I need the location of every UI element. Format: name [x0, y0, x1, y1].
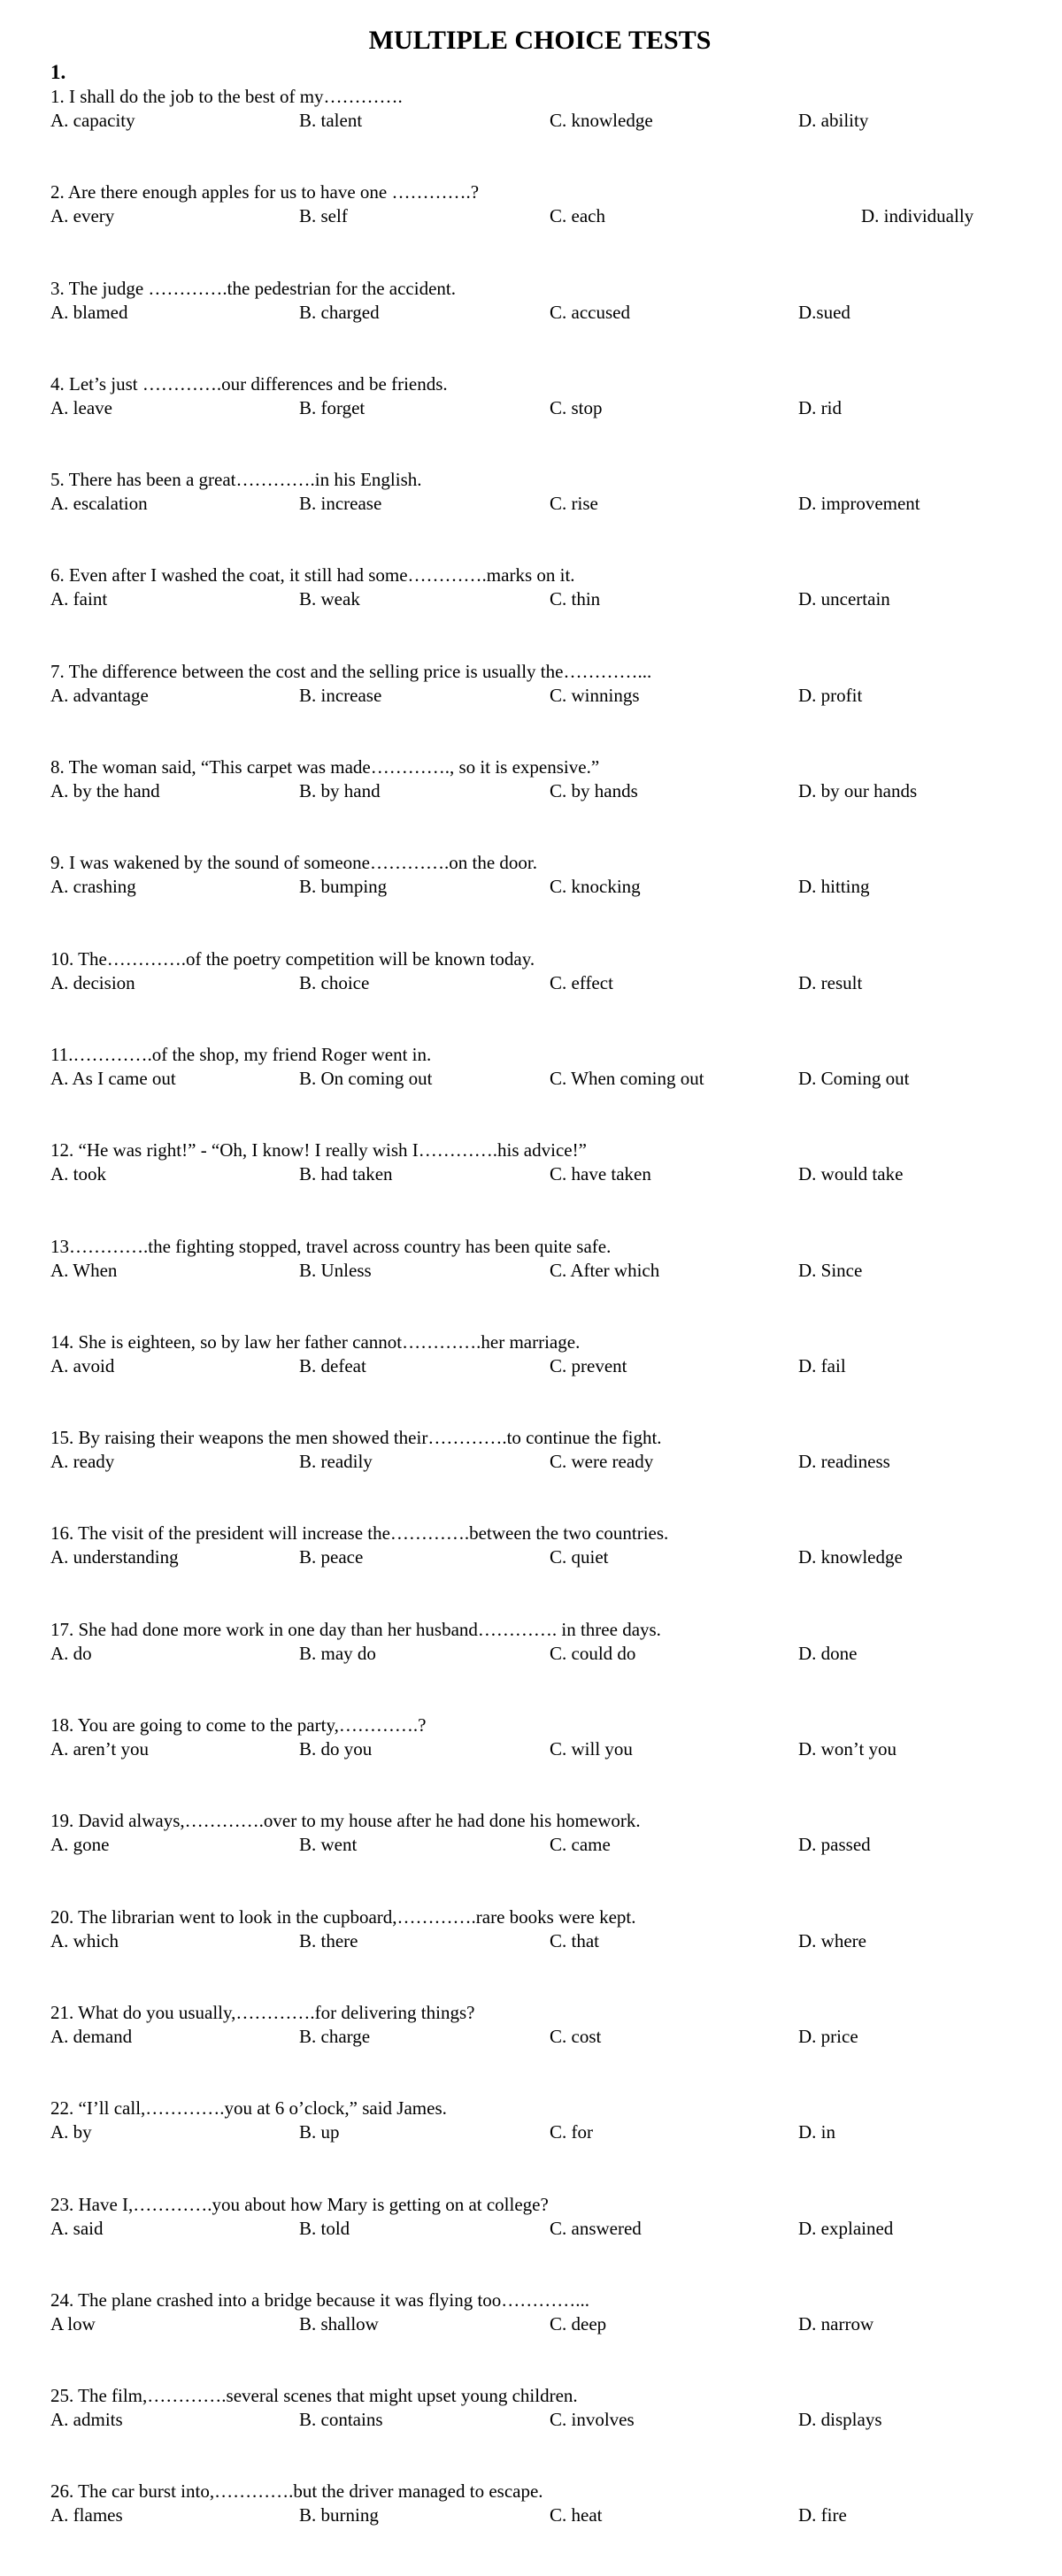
option-a: A. avoid — [50, 1354, 115, 1376]
option-b: B. up — [299, 2121, 340, 2143]
option-c: C. that — [550, 1929, 599, 1951]
option-d: D. Since — [798, 1259, 863, 1281]
option-d: D. explained — [798, 2217, 894, 2239]
option-a: A. When — [50, 1259, 118, 1281]
question-item — [50, 85, 1042, 180]
question-stem: 11.………….of the shop, my friend Roger went in. — [50, 1043, 432, 1065]
answer-options — [50, 204, 1042, 228]
answer-options — [50, 2408, 1042, 2432]
question-stem: 7. The difference between the cost and the selling price is usually the…………... — [50, 660, 652, 682]
option-d: D. knowledge — [798, 1546, 903, 1568]
answer-options — [50, 2312, 1042, 2336]
option-b: B. increase — [299, 684, 382, 706]
option-a: A. took — [50, 1163, 106, 1185]
option-c: C. When coming out — [550, 1067, 704, 1089]
option-d: D. price — [798, 2025, 858, 2047]
question-stem: 4. Let’s just ………….our differences and be friends. — [50, 372, 448, 395]
option-b: B. readily — [299, 1451, 373, 1473]
option-b: B. defeat — [299, 1354, 366, 1376]
option-b: B. charge — [299, 2025, 371, 2047]
option-b: B. contains — [299, 2409, 383, 2431]
option-b: B. had taken — [299, 1163, 393, 1185]
option-d: D. readiness — [798, 1451, 890, 1473]
option-b: B. On coming out — [299, 1067, 433, 1089]
option-b: B. weak — [299, 588, 360, 610]
answer-options — [50, 684, 1042, 708]
option-c: C. knocking — [550, 876, 641, 898]
answer-options — [50, 1833, 1042, 1857]
question-stem: 15. By raising their weapons the men showed their………….to continue the fight. — [50, 1427, 662, 1449]
question-item — [50, 1235, 1042, 1330]
answer-options — [50, 1162, 1042, 1186]
option-d: D. fire — [798, 2504, 847, 2526]
question-item — [50, 277, 1042, 372]
answer-options — [50, 1354, 1042, 1378]
option-d: D. profit — [798, 684, 863, 706]
option-b: B. Unless — [299, 1259, 372, 1281]
option-d: D. ability — [798, 110, 869, 131]
option-c: C. stop — [550, 396, 603, 418]
option-c: C. accused — [550, 301, 630, 323]
option-c: C. each — [550, 205, 605, 227]
answer-options — [50, 2120, 1042, 2144]
answer-options — [50, 1642, 1042, 1666]
option-a: A. capacity — [50, 110, 135, 131]
question-item — [50, 1426, 1042, 1522]
option-d: D. displays — [798, 2409, 882, 2431]
section-number: 1. — [50, 61, 66, 83]
option-c: C. came — [550, 1834, 611, 1856]
option-d: D. rid — [798, 396, 842, 418]
option-c: C. involves — [550, 2409, 635, 2431]
option-b: B. peace — [299, 1546, 364, 1568]
answer-options — [50, 971, 1042, 995]
question-list — [50, 85, 1042, 2576]
question-stem: 12. “He was right!” - “Oh, I know! I really wish I………….his advice!” — [50, 1139, 587, 1162]
option-a: A. by the hand — [50, 780, 160, 802]
option-c: C. by hands — [550, 780, 638, 802]
question-item — [50, 1138, 1042, 1234]
option-c: C. were ready — [550, 1451, 654, 1473]
option-a: A. do — [50, 1642, 92, 1664]
question-item — [50, 468, 1042, 564]
question-item — [50, 1330, 1042, 1426]
option-c: C. heat — [550, 2504, 603, 2526]
question-stem: 10. The………….of the poetry competition will be known today. — [50, 947, 535, 970]
option-c: C. effect — [550, 971, 613, 993]
option-c: C. will you — [550, 1738, 633, 1760]
option-a: A. demand — [50, 2025, 133, 2047]
option-b: B. do you — [299, 1738, 373, 1760]
option-a: A. advantage — [50, 684, 149, 706]
option-d: D. done — [798, 1642, 858, 1664]
option-a: A. escalation — [50, 493, 148, 515]
question-stem: 14. She is eighteen, so by law her father cannot………….her marriage. — [50, 1330, 581, 1353]
option-b: B. self — [299, 205, 348, 227]
option-d: D.sued — [798, 301, 850, 323]
answer-options — [50, 109, 1042, 133]
option-c: C. could do — [550, 1642, 636, 1664]
question-item — [50, 660, 1042, 755]
answer-options — [50, 492, 1042, 516]
question-stem: 16. The visit of the president will increase the………….between the two countries. — [50, 1522, 669, 1545]
option-b: B. shallow — [299, 2312, 379, 2334]
answer-options — [50, 2503, 1042, 2527]
question-stem: 6. Even after I washed the coat, it still had some………….marks on it. — [50, 564, 575, 586]
question-item — [50, 1714, 1042, 1809]
option-b: B. burning — [299, 2504, 379, 2526]
option-b: B. may do — [299, 1642, 376, 1664]
option-a: A. said — [50, 2217, 104, 2239]
option-d: D. individually — [861, 205, 974, 227]
question-item — [50, 1809, 1042, 1905]
option-b: B. forget — [299, 396, 366, 418]
question-item — [50, 2288, 1042, 2384]
question-stem: 3. The judge ………….the pedestrian for the accident. — [50, 277, 456, 299]
page-title: MULTIPLE CHOICE TESTS — [368, 26, 712, 55]
question-item — [50, 1043, 1042, 1138]
question-stem: 24. The plane crashed into a bridge because it was flying too…………... — [50, 2288, 590, 2311]
option-d: D. in — [798, 2121, 835, 2143]
question-stem: 5. There has been a great………….in his English. — [50, 469, 422, 491]
option-a: A. gone — [50, 1834, 110, 1856]
option-a: A. faint — [50, 588, 108, 610]
question-stem: 17. She had done more work in one day than her husband…………. in three days. — [50, 1618, 661, 1640]
question-stem: 8. The woman said, “This carpet was made…………., so it is expensive.” — [50, 756, 600, 778]
question-item — [50, 1905, 1042, 2001]
question-stem: 23. Have I,………….you about how Mary is getting on at college? — [50, 2193, 549, 2215]
option-b: B. told — [299, 2217, 350, 2239]
option-a: A. every — [50, 205, 115, 227]
option-c: C. After which — [550, 1259, 660, 1281]
option-c: C. for — [550, 2121, 593, 2143]
option-d: D. narrow — [798, 2312, 874, 2334]
option-c: C. thin — [550, 588, 601, 610]
option-a: A low — [50, 2312, 96, 2334]
question-item — [50, 564, 1042, 659]
option-a: A. As I came out — [50, 1067, 176, 1089]
option-c: C. deep — [550, 2312, 607, 2334]
answer-options — [50, 1737, 1042, 1761]
question-stem: 20. The librarian went to look in the cupboard,………….rare books were kept. — [50, 1905, 636, 1928]
option-d: D. hitting — [798, 876, 870, 898]
question-stem: 18. You are going to come to the party,………….? — [50, 1714, 427, 1736]
option-d: D. would take — [798, 1163, 904, 1185]
question-stem: 19. David always,………….over to my house after he had done his homework. — [50, 1810, 641, 1832]
option-d: D. fail — [798, 1354, 846, 1376]
option-b: B. talent — [299, 110, 363, 131]
option-b: B. increase — [299, 493, 382, 515]
answer-options — [50, 1450, 1042, 1474]
option-b: B. choice — [299, 971, 370, 993]
answer-options — [50, 779, 1042, 803]
question-stem: 13………….the fighting stopped, travel across country has been quite safe. — [50, 1235, 612, 1257]
option-c: C. knowledge — [550, 110, 653, 131]
question-item — [50, 851, 1042, 947]
option-a: A. understanding — [50, 1546, 179, 1568]
option-c: C. answered — [550, 2217, 642, 2239]
option-d: D. improvement — [798, 493, 920, 515]
question-item — [50, 1618, 1042, 1714]
question-item — [50, 755, 1042, 851]
answer-options — [50, 2025, 1042, 2049]
answer-options — [50, 587, 1042, 611]
question-stem: 26. The car burst into,………….but the driver managed to escape. — [50, 2480, 543, 2503]
option-b: B. by hand — [299, 780, 381, 802]
option-a: A. crashing — [50, 876, 136, 898]
option-c: C. quiet — [550, 1546, 609, 1568]
option-d: D. result — [798, 971, 863, 993]
option-d: D. where — [798, 1929, 866, 1951]
option-c: C. winnings — [550, 684, 640, 706]
question-item — [50, 372, 1042, 468]
question-stem: 9. I was wakened by the sound of someone………….on the door. — [50, 852, 537, 874]
option-d: D. won’t you — [798, 1738, 897, 1760]
option-a: A. by — [50, 2121, 92, 2143]
answer-options — [50, 1259, 1042, 1283]
option-b: B. went — [299, 1834, 358, 1856]
option-a: A. aren’t you — [50, 1738, 149, 1760]
question-stem: 25. The film,………….several scenes that might upset young children. — [50, 2385, 578, 2407]
answer-options — [50, 1929, 1042, 1953]
answer-options — [50, 1067, 1042, 1091]
answer-options — [50, 875, 1042, 899]
option-a: A. blamed — [50, 301, 128, 323]
question-stem: 22. “I’ll call,………….you at 6 o’clock,” said James. — [50, 2097, 447, 2120]
option-b: B. charged — [299, 301, 380, 323]
option-a: A. admits — [50, 2409, 123, 2431]
question-item — [50, 2001, 1042, 2097]
option-c: C. prevent — [550, 1354, 627, 1376]
question-item — [50, 1522, 1042, 1617]
question-stem: 1. I shall do the job to the best of my…………. — [50, 86, 403, 107]
question-item — [50, 180, 1042, 276]
answer-options — [50, 396, 1042, 420]
option-a: A. ready — [50, 1451, 115, 1473]
answer-options — [50, 2217, 1042, 2241]
question-item — [50, 947, 1042, 1043]
option-d: D. passed — [798, 1834, 871, 1856]
question-item — [50, 2480, 1042, 2575]
option-c: C. cost — [550, 2025, 602, 2047]
option-b: B. bumping — [299, 876, 388, 898]
question-item — [50, 2193, 1042, 2288]
question-stem: 2. Are there enough apples for us to have one ………….? — [50, 181, 480, 203]
option-a: A. flames — [50, 2504, 123, 2526]
option-a: A. which — [50, 1929, 119, 1951]
question-stem: 21. What do you usually,………….for delivering things? — [50, 2001, 475, 2023]
option-d: D. by our hands — [798, 780, 918, 802]
question-item — [50, 2097, 1042, 2192]
option-a: A. decision — [50, 971, 135, 993]
answer-options — [50, 301, 1042, 325]
question-item — [50, 2384, 1042, 2480]
answer-options — [50, 1545, 1042, 1569]
option-d: D. Coming out — [798, 1067, 910, 1089]
option-d: D. uncertain — [798, 588, 890, 610]
option-a: A. leave — [50, 396, 112, 418]
option-c: C. have taken — [550, 1163, 651, 1185]
option-c: C. rise — [550, 493, 598, 515]
option-b: B. there — [299, 1929, 358, 1951]
